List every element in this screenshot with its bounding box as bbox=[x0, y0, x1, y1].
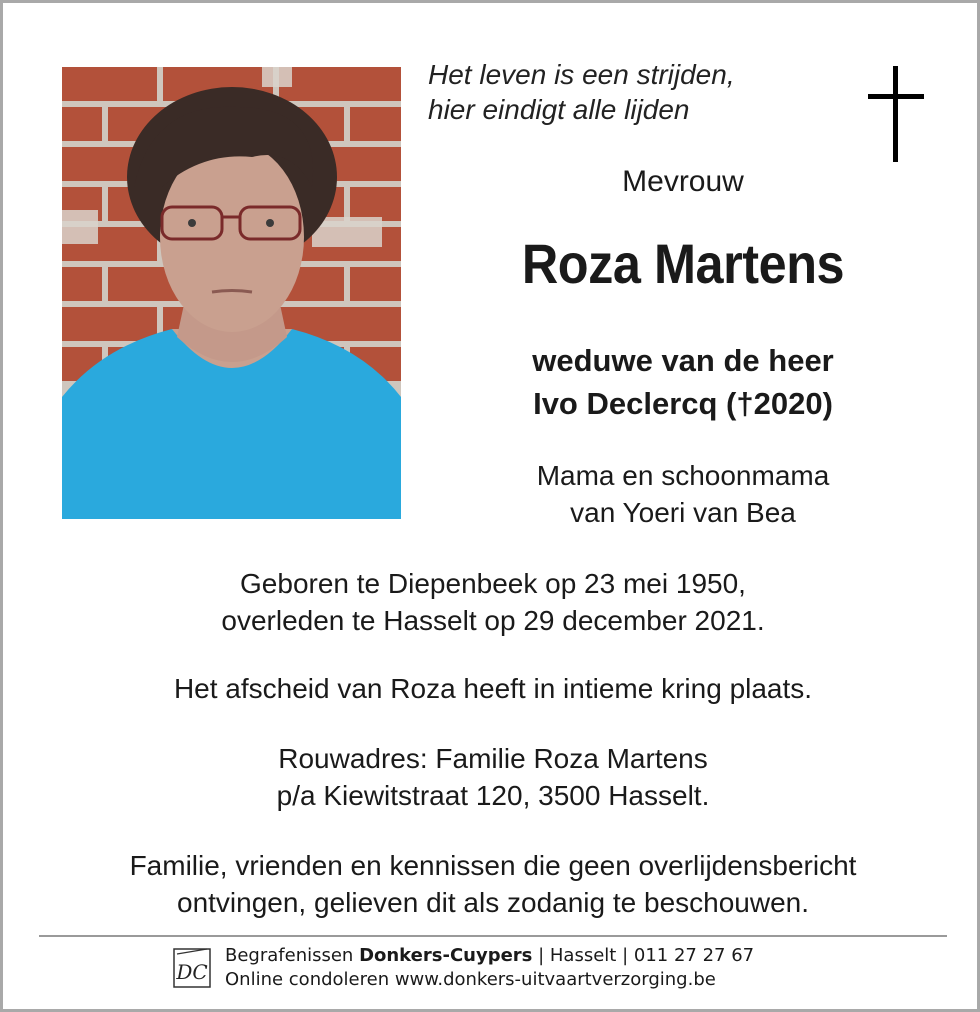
notice-line-2: ontvingen, gelieven dit als zodanig te beschouwen. bbox=[177, 887, 809, 918]
motto-line-1: Het leven is een strijden, bbox=[428, 59, 735, 90]
footer-line-2 bbox=[225, 968, 754, 992]
honorific: Mevrouw bbox=[622, 165, 744, 198]
funeral-home-footer bbox=[171, 943, 754, 993]
funeral-home-logo bbox=[171, 946, 213, 990]
children-line-2: van Yoeri van Bea bbox=[570, 497, 796, 528]
footer-divider bbox=[39, 935, 947, 937]
condolence-label: Online condoleren bbox=[225, 969, 395, 990]
phone-number: 011 27 27 67 bbox=[633, 945, 755, 966]
logo-text: DC bbox=[176, 960, 208, 984]
notice-line-1: Familie, vrienden en kennissen die geen overlijdensbericht bbox=[129, 850, 857, 881]
motto-line-2: hier eindigt alle lijden bbox=[428, 94, 690, 125]
address-line-2: p/a Kiewitstraat 120, 3500 Hasselt. bbox=[276, 780, 710, 811]
portrait-photo bbox=[62, 67, 401, 519]
death-line: overleden te Hasselt op 29 december 2021. bbox=[221, 605, 765, 636]
birth-line: Geboren te Diepenbeek op 23 mei 1950, bbox=[240, 568, 746, 599]
birth-death-info bbox=[3, 565, 980, 639]
spouse-line-2: Ivo Declercq (†2020) bbox=[533, 386, 833, 421]
spouse-info bbox=[443, 339, 923, 425]
company-name: Donkers-Cuypers bbox=[359, 945, 533, 966]
footer-line-1 bbox=[225, 944, 754, 968]
footer-city: | Hasselt | bbox=[532, 945, 634, 966]
spouse-line-1: weduwe van de heer bbox=[532, 343, 834, 378]
address-line-1: Rouwadres: Familie Roza Martens bbox=[278, 743, 708, 774]
children-line-1: Mama en schoonmama bbox=[536, 460, 830, 491]
farewell-text: Het afscheid van Roza heeft in intieme kring plaats. bbox=[173, 673, 813, 704]
footer-text bbox=[225, 944, 754, 992]
motto bbox=[428, 57, 735, 127]
footer-prefix: Begrafenissen bbox=[225, 945, 360, 966]
deceased-name: Roza Martens bbox=[521, 232, 845, 295]
mourning-address bbox=[3, 740, 980, 814]
notice-text bbox=[3, 847, 980, 921]
cross-icon bbox=[868, 66, 924, 162]
website-link[interactable]: www.donkers-uitvaartverzorging.be bbox=[394, 969, 716, 990]
children-info bbox=[443, 457, 923, 531]
